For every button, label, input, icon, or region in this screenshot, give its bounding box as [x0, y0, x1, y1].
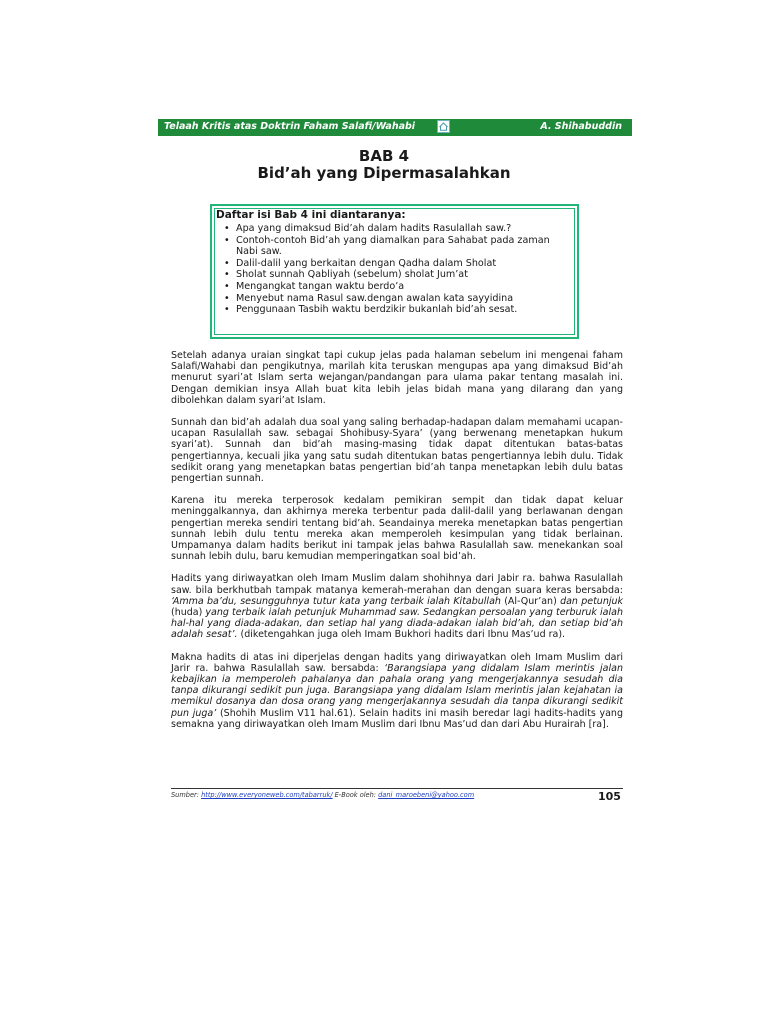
- paragraph-4: [171, 573, 623, 640]
- toc-item: • Penggunaan Tasbih waktu berdzikir bukanlah bid’ah sesat.: [216, 304, 566, 316]
- toc-item: • Mengangkat tangan waktu berdo’a: [216, 281, 566, 293]
- paragraph-1: Setelah adanya uraian singkat tapi cukup jelas pada halaman sebelum ini mengenai faham Salafi/Wahabi dan pengikutnya, marilah kita teruskan mengupas apa yang dimaksud Bid’ah menurut syari’at Islam serta wejangan/pandangan para ulama pakar tentang masalah ini. Dengan demikian insya Allah buat kita lebih jelas bidah mana yang dilarang dan yang dibolehkan dalam syari’at Islam.: [171, 350, 623, 406]
- hadith-quote: ‘Barangsiapa yang didalam Islam merintis jalan kebajikan ia memperoleh pahalanya dan pahala orang yang mengerjakannya sesudah dia tanpa dikurangi sedikit pun juga. Barangsiapa yang didalam Islam merintis jalan kejahatan ia memikul dosanya dan dosa orang yang mengerjakannya sesudah dia tanpa dikurangi sedikit pun juga’: [171, 662, 623, 719]
- chapter-number: BAB 4: [358, 147, 410, 165]
- paragraph-2: Sunnah dan bid’ah adalah dua soal yang saling berhadap-hadapan dalam memahami ucapan-ucapan Rasulallah saw. sebagai Shohibusy-Syara’ (yang berwenang menetapkan hukum syari’at). Sunnah dan bid’ah masing-masing tidak dapat ditentukan batas-batas pengertiannya, kecuali jika yang satu sudah ditentukan batas pengertiannya lebih dulu. Tidak sedikit orang yang menetapkan batas pengertian bid’ah tanpa menetapkan lebih dulu batas pengertian sunnah.: [171, 417, 623, 485]
- paragraph-3: Karena itu mereka terperosok kedalam pemikiran sempit dan tidak dapat keluar meninggalkannya, dan akhirnya mereka terbentur pada dalil-dalil yang berlawanan dengan pengertian mereka sendiri tentang bid’ah. Seandainya mereka menetapkan batas pengertian sunnah lebih dulu tentu mereka akan memperoleh kesimpulan yang tidak berlainan. Umpamanya dalam hadits berikut ini tampak jelas bahwa Rasulallah saw. menekankan soal sunnah lebih dulu, baru kemudian memperingatkan soal bid’ah.: [171, 495, 623, 563]
- paragraph-4-text: Hadits yang diriwayatkan oleh Imam Muslim dalam shohihnya dari Jabir ra. bahwa Rasulallah saw. bila berkhutbah tampak matanya kemerah-merahan dan dengan suara keras bersabda:: [171, 573, 623, 596]
- header-book-title: Telaah Kritis atas Doktrin Faham Salafi/Wahabi: [164, 121, 416, 132]
- toc-list: [216, 223, 566, 316]
- hadith-quote: dan petunjuk: [560, 595, 624, 607]
- toc-heading: Daftar isi Bab 4 ini diantaranya:: [216, 209, 406, 221]
- ebook-email-link[interactable]: dani_maroebeni@yahoo.com: [378, 791, 475, 799]
- toc-item: • Menyebut nama Rasul saw.dengan awalan kata sayyidina: [216, 293, 566, 305]
- hadith-quote: yang terbaik ialah petunjuk Muhammad saw. Sedangkan persoalan yang terburuk ialah hal-hal yang diada-adakan, dan setiap hal yang diada-adakan ialah bid’ah, dan setiap bid’ah adalah sesat’.: [171, 607, 623, 641]
- table-of-contents-box: [210, 204, 579, 339]
- toc-item: • Apa yang dimaksud Bid’ah dalam hadits Rasulallah saw.?: [216, 223, 566, 235]
- paragraph-5-text: Makna hadits di atas ini diperjelas dengan hadits yang diriwayatkan oleh Imam Muslim dari Jarir ra. bahwa Rasulallah saw. bersabda:: [171, 651, 623, 674]
- paragraph-4-text: (Al-Qur’an): [500, 595, 561, 607]
- header-author: A. Shihabuddin: [540, 121, 622, 132]
- home-icon[interactable]: [437, 120, 450, 133]
- paragraph-5-text: (Shohih Muslim V11 hal.61). Selain hadits ini masih beredar lagi hadits-hadits yang semakna yang diriwayatkan oleh Imam Muslim dari Ibnu Mas’ud dan dari Abu Hurairah [ra].: [171, 707, 623, 730]
- toc-item: • Dalil-dalil yang berkaitan dengan Qadha dalam Sholat: [216, 258, 566, 270]
- chapter-title: Bid’ah yang Dipermasalahkan: [257, 164, 511, 182]
- paragraph-5: [171, 652, 623, 730]
- toc-item: • Contoh-contoh Bid’ah yang diamalkan para Sahabat pada zaman Nabi saw.: [216, 235, 566, 258]
- source-link[interactable]: http://www.everyoneweb.com/tabarruk/: [201, 791, 333, 799]
- hadith-quote: ‘Amma ba’du, sesungguhnya tutur kata yang terbaik ialah Kitabullah: [171, 595, 501, 607]
- toc-item: • Sholat sunnah Qabliyah (sebelum) sholat Jum’at: [216, 269, 566, 281]
- ebook-label: E-Book oleh:: [332, 791, 379, 799]
- running-header: [158, 119, 632, 136]
- footer-source: [171, 791, 474, 799]
- footer-divider: [171, 788, 623, 789]
- paragraph-4-text: (huda): [171, 607, 206, 619]
- body-text: [171, 350, 623, 741]
- source-label: Sumber:: [171, 791, 202, 799]
- page-number: 105: [598, 790, 621, 803]
- paragraph-4-text: (diketengahkan juga oleh Imam Bukhori hadits dari Ibnu Mas’ud ra).: [237, 629, 566, 641]
